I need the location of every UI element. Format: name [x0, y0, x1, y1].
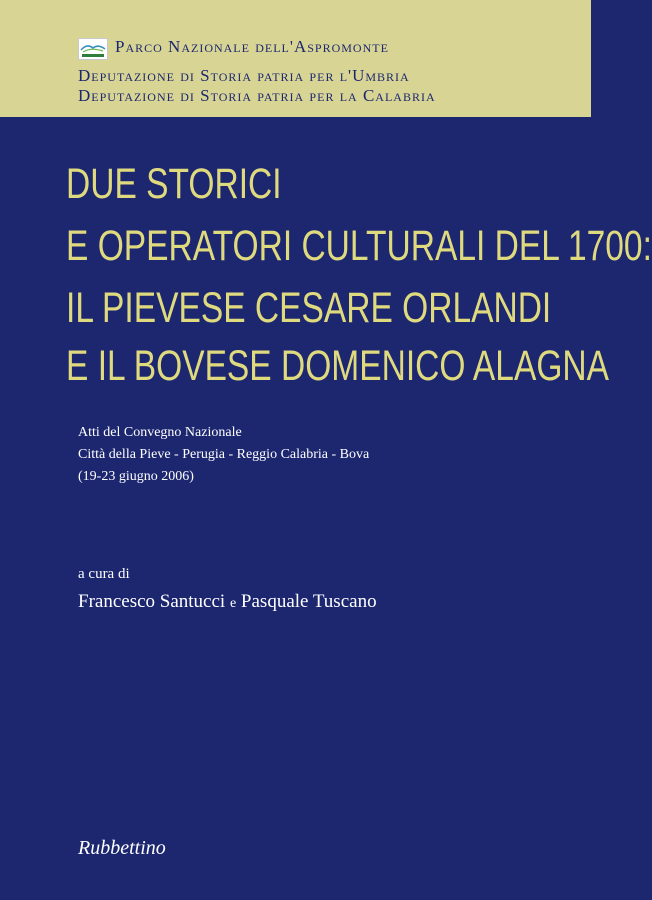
institution-calabria: Deputazione di Storia patria per la Calabria	[78, 86, 436, 105]
editor-name: Francesco Santucci	[78, 591, 226, 612]
subtitle-line-1: Atti del Convegno Nazionale	[78, 425, 242, 440]
institution-umbria: Deputazione di Storia patria per l'Umbria	[78, 66, 410, 85]
title-line-4: E IL BOVESE DOMENICO ALAGNA	[66, 342, 610, 390]
aspromonte-logo	[78, 38, 108, 60]
editor-conjunction: e	[229, 596, 237, 611]
title-line-1: DUE STORICI	[66, 160, 282, 208]
institution-aspromonte: Parco Nazionale dell'Aspromonte	[115, 37, 389, 56]
publisher-name: Rubbettino	[78, 837, 166, 859]
editors-line	[78, 592, 377, 611]
title-line-2: E OPERATORI CULTURALI DEL 1700:	[66, 222, 652, 270]
curated-by-label: a cura di	[78, 566, 130, 582]
editor-name: Pasquale Tuscano	[240, 591, 377, 612]
title-line-3: IL PIEVESE CESARE ORLANDI	[66, 284, 552, 332]
subtitle-line-3: (19-23 giugno 2006)	[78, 469, 194, 484]
subtitle-line-2: Città della Pieve - Perugia - Reggio Calabria - Bova	[78, 447, 370, 462]
